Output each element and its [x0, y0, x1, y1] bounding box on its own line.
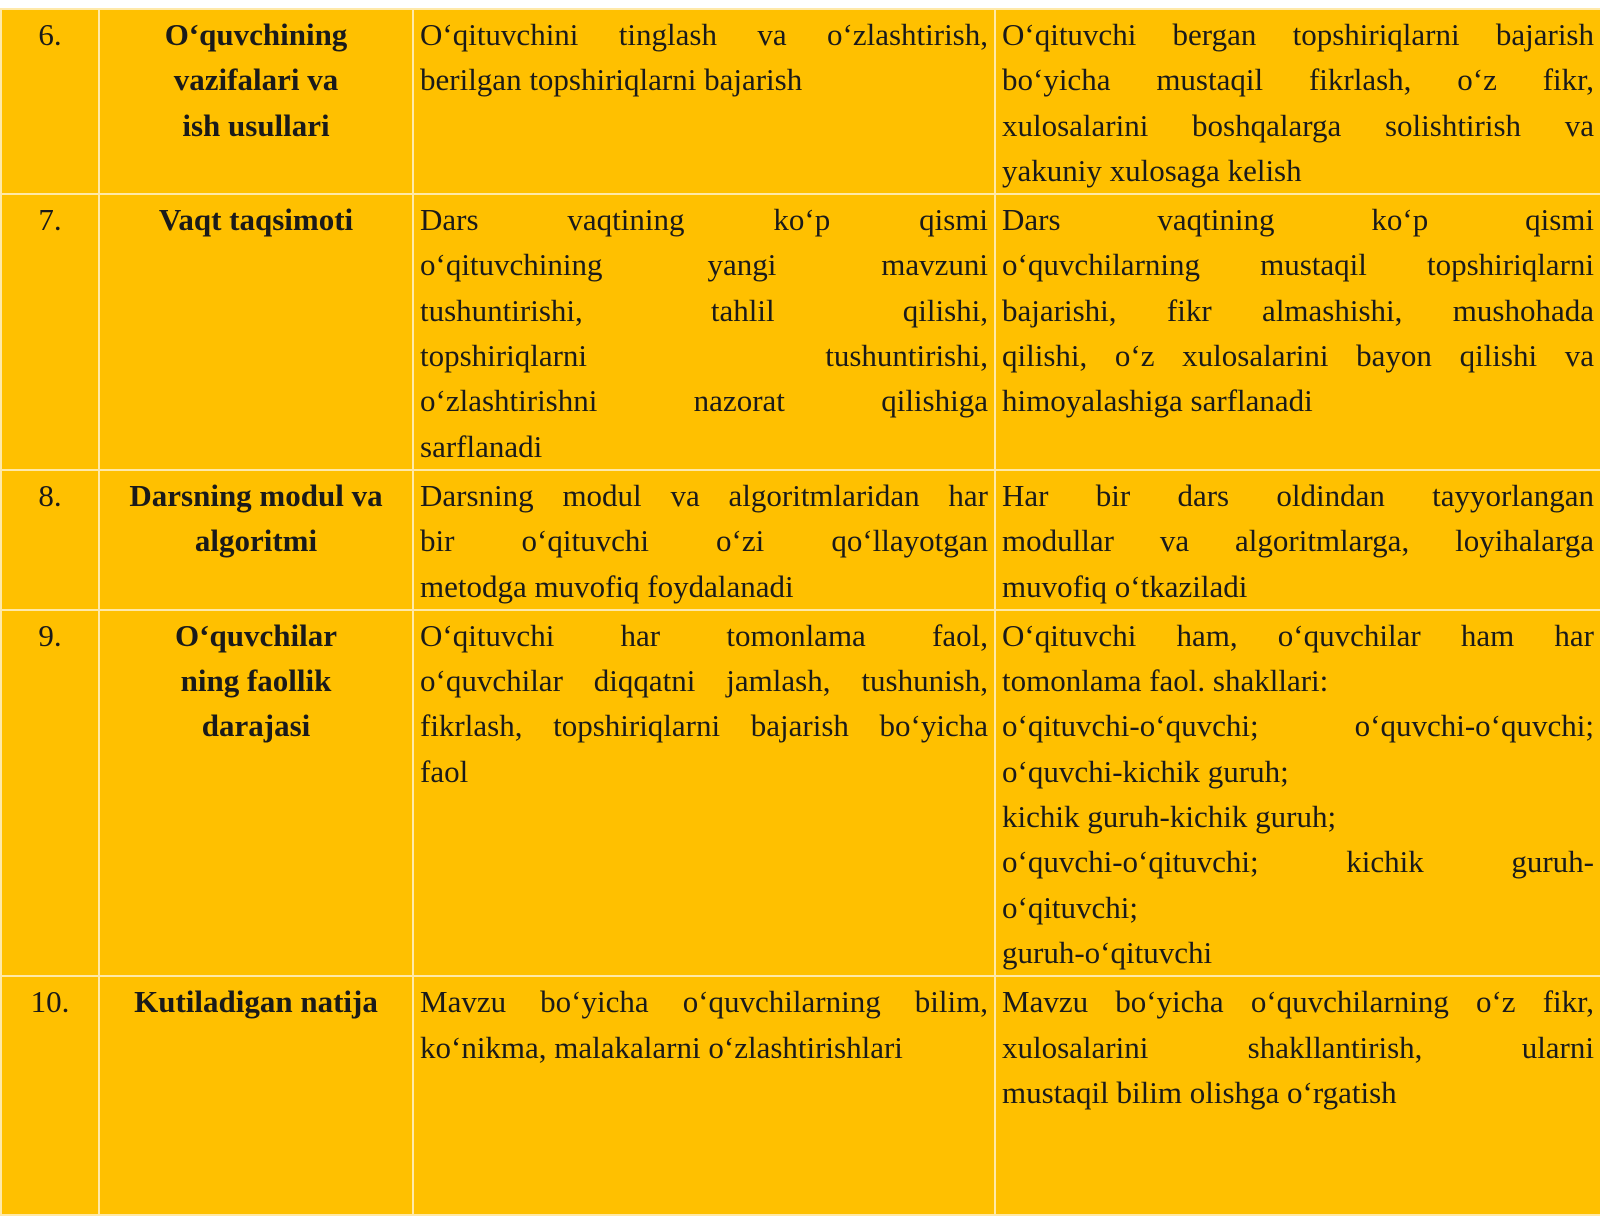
table-row — [1, 9, 1600, 194]
topic-line: algoritmi — [194, 523, 318, 559]
interactive-method-cell — [995, 194, 1600, 470]
cell-line: Dars vaqtining ko‘p qismi — [420, 202, 988, 238]
interactive-method-cell — [995, 470, 1600, 610]
cell-line: o‘quvchilar diqqatni jamlash, tushunish, — [420, 663, 988, 699]
interactive-method-cell — [995, 610, 1600, 976]
traditional-method-cell — [413, 976, 995, 1215]
cell-line: Har bir dars oldindan tayyorlangan — [1002, 477, 1594, 513]
row-topic — [99, 9, 413, 194]
cell-line: o‘qituvchi-o‘quvchi; o‘quvchi-o‘quvchi; — [1002, 708, 1594, 744]
topic-line: Kutiladigan natija — [134, 984, 378, 1020]
traditional-method-cell — [413, 9, 995, 194]
table-row — [1, 610, 1600, 976]
interactive-method-cell — [995, 976, 1600, 1215]
row-number: 8. — [1, 470, 99, 610]
cell-line: yakuniy xulosaga kelish — [1002, 152, 1302, 188]
cell-line: himoyalashiga sarflanadi — [1002, 383, 1313, 419]
cell-line: O‘qituvchi bergan topshiriqlarni bajarish — [1002, 17, 1594, 52]
cell-line: Mavzu bo‘yicha o‘quvchilarning o‘z fikr, — [1002, 984, 1594, 1020]
cell-line: topshiriqlarni tushuntirishi, — [420, 338, 988, 374]
traditional-method-cell — [413, 470, 995, 610]
topic-line: vazifalari va — [173, 62, 339, 98]
cell-line: muvofiq o‘tkaziladi — [1002, 568, 1248, 604]
row-number: 7. — [1, 194, 99, 470]
row-topic — [99, 470, 413, 610]
cell-line: Mavzu bo‘yicha o‘quvchilarning bilim, — [420, 984, 988, 1020]
comparison-table-container — [0, 8, 1600, 1200]
cell-line: tushuntirishi, tahlil qilishi, — [420, 292, 988, 328]
cell-line: O‘qituvchi ham, o‘quvchilar ham har — [1002, 617, 1594, 653]
cell-line: metodga muvofiq foydalanadi — [420, 568, 794, 604]
row-topic — [99, 610, 413, 976]
cell-line: bir o‘qituvchi o‘zi qo‘llayotgan — [420, 523, 988, 559]
cell-line: o‘quvchi-o‘qituvchi; kichik guruh- — [1002, 844, 1594, 880]
cell-line: sarflanadi — [420, 428, 543, 464]
cell-line: o‘qituvchining yangi mavzuni — [420, 247, 988, 283]
cell-line: berilgan topshiriqlarni bajarish — [420, 62, 803, 98]
row-topic — [99, 976, 413, 1215]
topic-line: Vaqt taqsimoti — [158, 202, 354, 238]
cell-line: o‘quvchilarning mustaqil topshiriqlarni — [1002, 247, 1594, 283]
cell-line: Darsning modul va algoritmlaridan har — [420, 477, 988, 513]
cell-line: O‘qituvchini tinglash va o‘zlashtirish, — [420, 17, 988, 52]
cell-line: kichik guruh-kichik guruh; — [1002, 799, 1337, 835]
row-number: 10. — [1, 976, 99, 1215]
traditional-method-cell — [413, 610, 995, 976]
comparison-table — [0, 8, 1600, 1216]
topic-line: O‘quvchilar — [175, 617, 337, 653]
cell-line: faol — [420, 753, 469, 789]
cell-line: bo‘yicha mustaqil fikrlash, o‘z fikr, — [1002, 62, 1594, 98]
cell-line: xulosalarini boshqalarga solishtirish va — [1002, 107, 1594, 143]
cell-line: o‘quvchi-kichik guruh; — [1002, 753, 1289, 789]
topic-line: O‘quvchining — [164, 17, 348, 52]
interactive-method-cell — [995, 9, 1600, 194]
cell-line: tomonlama faol. shakllari: — [1002, 663, 1329, 699]
topic-line: ish usullari — [182, 107, 330, 143]
table-row — [1, 470, 1600, 610]
row-number: 6. — [1, 9, 99, 194]
row-topic — [99, 194, 413, 470]
table-row — [1, 194, 1600, 470]
cell-line: qilishi, o‘z xulosalarini bayon qilishi va — [1002, 338, 1594, 374]
cell-line: Dars vaqtining ko‘p qismi — [1002, 202, 1594, 238]
cell-line: o‘qituvchi; — [1002, 889, 1139, 925]
topic-line: ning faollik — [180, 663, 332, 699]
traditional-method-cell — [413, 194, 995, 470]
cell-line: ko‘nikma, malakalarni o‘zlashtirishlari — [420, 1029, 903, 1065]
cell-line: mustaqil bilim olishga o‘rgatish — [1002, 1074, 1397, 1110]
cell-line: o‘zlashtirishni nazorat qilishiga — [420, 383, 988, 419]
table-row — [1, 976, 1600, 1215]
cell-line: O‘qituvchi har tomonlama faol, — [420, 617, 988, 653]
cell-line: xulosalarini shakllantirish, ularni — [1002, 1029, 1594, 1065]
topic-line: darajasi — [201, 708, 311, 744]
cell-line: bajarishi, fikr almashishi, mushohada — [1002, 292, 1594, 328]
cell-line: guruh-o‘qituvchi — [1002, 934, 1213, 970]
cell-line: fikrlash, topshiriqlarni bajarish bo‘yicha — [420, 708, 988, 744]
row-number: 9. — [1, 610, 99, 976]
topic-line: Darsning modul va — [129, 477, 383, 513]
cell-line: modullar va algoritmlarga, loyihalarga — [1002, 523, 1594, 559]
